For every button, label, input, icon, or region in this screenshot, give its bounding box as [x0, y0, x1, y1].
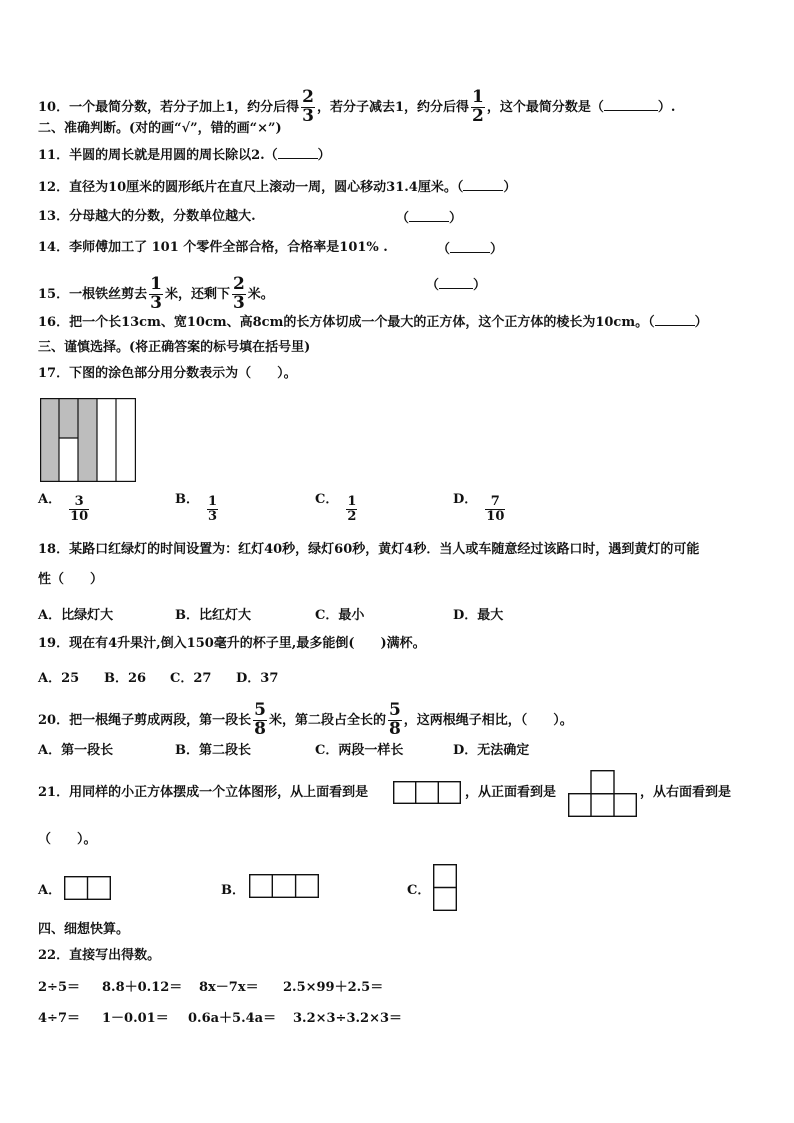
calc-item: 8x－7x＝ — [199, 980, 259, 995]
question-16: 16．把一个长13cm、宽10cm、高8cm的长方体切成一个最大的正方体，这个正方体的棱长为10cm。（ ） — [38, 315, 708, 330]
option-b[interactable]: B． — [221, 883, 245, 898]
shaded-strip — [40, 398, 59, 482]
calc-item: 1－0.01＝ — [102, 1011, 169, 1026]
option-b[interactable]: B．26 — [104, 671, 147, 686]
question-11: 11．半圆的周长就是用圆的周长除以2.（ ） — [38, 148, 331, 163]
question-21-cont: （ ）。 — [38, 832, 97, 847]
question-20: 20．把一根绳子剪成两段，第一段长 $\frac{5}{8}$ 米，第二段占全长的 $\frac{5}{8}$ ，这两根绳子相比，（ ）。 — [38, 700, 573, 739]
fraction: $\frac{5}{8}$ — [388, 700, 401, 739]
question-22: 22．直接写出得数。 — [38, 948, 161, 963]
option-c-figure — [433, 864, 457, 911]
fraction: $\frac{1}{2}$ — [347, 494, 357, 524]
option-b[interactable]: B． $\frac{1}{3}$ — [175, 491, 218, 524]
option-c[interactable]: C． $\frac{1}{2}$ — [315, 491, 357, 524]
option-c[interactable]: C．两段一样长 — [315, 743, 404, 758]
fraction: $\frac{7}{10}$ — [486, 494, 505, 524]
shaded-strip — [78, 398, 97, 482]
calc-item: 2÷5＝ — [38, 980, 80, 995]
answer-blank[interactable] — [655, 313, 695, 326]
option-d[interactable]: D．无法确定 — [453, 743, 530, 758]
option-d[interactable]: D． $\frac{7}{10}$ — [453, 491, 505, 524]
answer-blank[interactable] — [409, 209, 449, 222]
option-a[interactable]: A．25 — [38, 671, 80, 686]
calc-item: 0.6a＋5.4a＝ — [188, 1011, 277, 1026]
section-3-heading: 三、谨慎选择。(将正确答案的标号填在括号里) — [38, 340, 311, 355]
question-15-bracket: （ ） — [426, 278, 487, 293]
question-14: 14．李师傅加工了 101 个零件全部合格，合格率是101% . — [38, 240, 388, 255]
fraction: $\frac{5}{8}$ — [254, 700, 266, 739]
calc-item: 2.5×99＋2.5＝ — [283, 980, 384, 995]
question-15: 15．一根铁丝剪去 $\frac{1}{3}$ 米，还剩下 $\frac{2}{3}$ 米。 — [38, 274, 274, 313]
option-a[interactable]: A． $\frac{3}{10}$ — [38, 491, 89, 524]
answer-blank[interactable] — [450, 240, 490, 253]
answer-blank[interactable] — [439, 276, 473, 289]
question-19: 19．现在有4升果汁,倒入150毫升的杯子里,最多能倒( )满杯。 — [38, 636, 426, 651]
top-view-figure — [393, 781, 461, 804]
section-2-heading: 二、准确判断。(对的画“√”，错的画“×”) — [38, 121, 282, 136]
option-d[interactable]: D．37 — [236, 671, 279, 686]
question-18: 18．某路口红绿灯的时间设置为：红灯40秒，绿灯60秒，黄灯4秒．当人或车随意经过该路口时，遇到黄灯的可能 — [38, 542, 700, 557]
question-21-right: ，从右面看到是 — [640, 785, 732, 800]
shaded-half-strip — [59, 398, 78, 438]
question-13-bracket: （ ） — [396, 211, 463, 226]
fraction: $\frac{2}{3}$ — [302, 87, 314, 126]
question-10: 10．一个最简分数，若分子加上1，约分后得 $\frac{2}{3}$ ，若分子减去1，约分后得 $\frac{1}{2}$ ，这个最简分数是（ ）. — [38, 87, 676, 126]
question-12: 12．直径为10厘米的圆形纸片在直尺上滚动一周，圆心移动31.4厘米。（ ） — [38, 180, 517, 195]
fraction: $\frac{1}{3}$ — [208, 494, 218, 524]
answer-blank[interactable] — [278, 146, 318, 159]
fraction: $\frac{1}{2}$ — [472, 87, 484, 126]
calc-item: 8.8＋0.12＝ — [102, 980, 183, 995]
fraction: $\frac{1}{3}$ — [150, 274, 162, 313]
question-17: 17．下图的涂色部分用分数表示为（ ）。 — [38, 366, 297, 381]
question-13: 13．分母越大的分数，分数单位越大. — [38, 209, 256, 224]
option-b-figure — [249, 874, 319, 898]
option-a-figure — [64, 876, 111, 900]
calc-item: 4÷7＝ — [38, 1011, 80, 1026]
question-21-front: ，从正面看到是 — [465, 785, 557, 800]
question-14-bracket: （ ） — [437, 242, 504, 257]
answer-blank[interactable] — [604, 98, 658, 111]
front-view-figure — [568, 770, 637, 817]
calc-item: 3.2×3÷3.2×3＝ — [293, 1011, 403, 1026]
option-c[interactable]: C．最小 — [315, 608, 365, 623]
answer-blank[interactable] — [463, 178, 503, 191]
section-4-heading: 四、细想快算。 — [38, 922, 130, 937]
fraction: $\frac{3}{10}$ — [70, 494, 89, 524]
option-a[interactable]: A． — [38, 883, 62, 898]
option-d[interactable]: D．最大 — [453, 608, 504, 623]
option-a[interactable]: A．比绿灯大 — [38, 608, 114, 623]
option-c[interactable]: C．27 — [170, 671, 212, 686]
option-b[interactable]: B．第二段长 — [175, 743, 251, 758]
shaded-rectangle-figure — [40, 398, 136, 482]
option-c[interactable]: C． — [407, 883, 431, 898]
question-21: 21．用同样的小正方体摆成一个立体图形，从上面看到是 — [38, 785, 369, 800]
question-18-cont: 性（ ） — [38, 572, 104, 587]
option-a[interactable]: A．第一段长 — [38, 743, 114, 758]
fraction: $\frac{2}{3}$ — [232, 274, 245, 313]
option-b[interactable]: B．比红灯大 — [175, 608, 251, 623]
